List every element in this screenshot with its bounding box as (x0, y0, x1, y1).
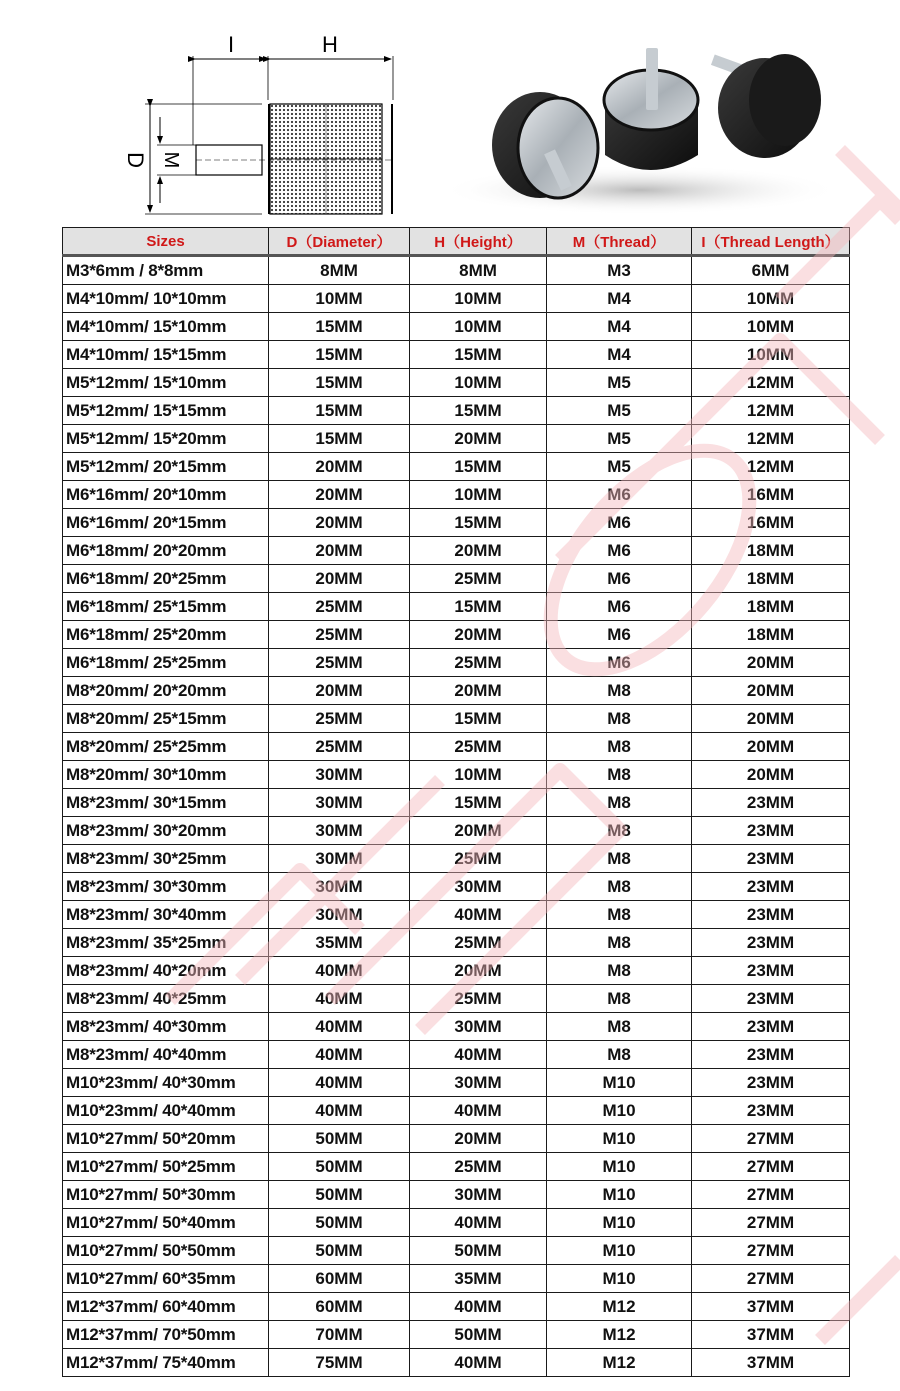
cell-size: M4*10mm/ 10*10mm (63, 285, 269, 313)
cell-thread-length: 23MM (692, 789, 850, 817)
cell-thread-length: 18MM (692, 621, 850, 649)
table-row (63, 1181, 850, 1209)
table-row (63, 929, 850, 957)
height-label: H (322, 32, 338, 57)
cell-diameter: 70MM (269, 1321, 410, 1349)
cell-thread: M4 (547, 341, 692, 369)
cell-diameter: 15MM (269, 397, 410, 425)
cell-thread-length: 18MM (692, 565, 850, 593)
header-thread: M（Thread） (547, 228, 692, 256)
table-row (63, 845, 850, 873)
table-row (63, 1265, 850, 1293)
cell-thread-length: 27MM (692, 1265, 850, 1293)
cell-thread: M8 (547, 873, 692, 901)
table-header-row (63, 228, 850, 256)
cell-height: 15MM (410, 789, 547, 817)
table-row (63, 481, 850, 509)
cell-diameter: 15MM (269, 313, 410, 341)
table-row (63, 509, 850, 537)
cell-height: 20MM (410, 425, 547, 453)
cell-height: 30MM (410, 1069, 547, 1097)
table-row (63, 901, 850, 929)
cell-height: 15MM (410, 453, 547, 481)
table-row (63, 1069, 850, 1097)
table-row (63, 593, 850, 621)
cell-diameter: 25MM (269, 705, 410, 733)
table-row (63, 285, 850, 313)
cell-thread: M8 (547, 677, 692, 705)
cell-thread-length: 23MM (692, 845, 850, 873)
table-row (63, 733, 850, 761)
cell-height: 40MM (410, 1209, 547, 1237)
cell-thread: M12 (547, 1293, 692, 1321)
cell-size: M10*23mm/ 40*30mm (63, 1069, 269, 1097)
cell-size: M5*12mm/ 15*20mm (63, 425, 269, 453)
cell-size: M8*23mm/ 30*30mm (63, 873, 269, 901)
cell-thread: M10 (547, 1237, 692, 1265)
cell-diameter: 50MM (269, 1237, 410, 1265)
cell-size: M6*18mm/ 25*15mm (63, 593, 269, 621)
cell-size: M8*23mm/ 30*15mm (63, 789, 269, 817)
table-row (63, 705, 850, 733)
spec-table (62, 227, 850, 1377)
table-row (63, 537, 850, 565)
cell-height: 10MM (410, 481, 547, 509)
cell-height: 15MM (410, 341, 547, 369)
cell-size: M8*20mm/ 30*10mm (63, 761, 269, 789)
cell-size: M6*16mm/ 20*10mm (63, 481, 269, 509)
cell-thread-length: 27MM (692, 1153, 850, 1181)
cell-thread-length: 12MM (692, 369, 850, 397)
cell-height: 15MM (410, 593, 547, 621)
cell-height: 25MM (410, 985, 547, 1013)
cell-diameter: 40MM (269, 1013, 410, 1041)
cell-thread: M8 (547, 929, 692, 957)
table-row (63, 649, 850, 677)
table-row (63, 313, 850, 341)
cell-thread: M6 (547, 593, 692, 621)
cell-diameter: 25MM (269, 593, 410, 621)
cell-height: 20MM (410, 1125, 547, 1153)
cell-thread: M4 (547, 313, 692, 341)
cell-height: 8MM (410, 256, 547, 285)
cell-height: 20MM (410, 621, 547, 649)
cell-thread-length: 23MM (692, 1069, 850, 1097)
cell-thread-length: 23MM (692, 1013, 850, 1041)
cell-height: 30MM (410, 1013, 547, 1041)
table-row (63, 1349, 850, 1377)
table-row (63, 873, 850, 901)
cell-height: 20MM (410, 537, 547, 565)
cell-size: M6*18mm/ 20*20mm (63, 537, 269, 565)
cell-thread-length: 23MM (692, 957, 850, 985)
cell-thread-length: 20MM (692, 677, 850, 705)
cell-thread-length: 12MM (692, 425, 850, 453)
cell-thread: M6 (547, 537, 692, 565)
table-row (63, 1293, 850, 1321)
cell-thread: M5 (547, 453, 692, 481)
cell-diameter: 40MM (269, 1041, 410, 1069)
cell-height: 20MM (410, 817, 547, 845)
cell-thread-length: 10MM (692, 341, 850, 369)
table-row (63, 621, 850, 649)
cell-thread-length: 23MM (692, 901, 850, 929)
table-row (63, 1013, 850, 1041)
header-diameter: D（Diameter） (269, 228, 410, 256)
cell-height: 40MM (410, 901, 547, 929)
cell-thread-length: 6MM (692, 256, 850, 285)
cell-thread: M6 (547, 565, 692, 593)
cell-thread-length: 37MM (692, 1293, 850, 1321)
cell-thread-length: 10MM (692, 285, 850, 313)
cell-diameter: 40MM (269, 957, 410, 985)
cell-diameter: 60MM (269, 1293, 410, 1321)
cell-size: M12*37mm/ 70*50mm (63, 1321, 269, 1349)
table-row (63, 1321, 850, 1349)
cell-thread: M3 (547, 256, 692, 285)
cell-diameter: 8MM (269, 256, 410, 285)
table-row (63, 1209, 850, 1237)
cell-height: 10MM (410, 761, 547, 789)
cell-thread-length: 23MM (692, 985, 850, 1013)
cell-thread: M6 (547, 649, 692, 677)
cell-thread: M6 (547, 509, 692, 537)
cell-thread: M10 (547, 1181, 692, 1209)
cell-thread-length: 27MM (692, 1237, 850, 1265)
cell-thread-length: 16MM (692, 509, 850, 537)
cell-diameter: 50MM (269, 1125, 410, 1153)
cell-thread: M12 (547, 1349, 692, 1377)
cell-thread: M6 (547, 621, 692, 649)
cell-diameter: 30MM (269, 845, 410, 873)
cell-size: M8*23mm/ 40*40mm (63, 1041, 269, 1069)
cell-diameter: 30MM (269, 873, 410, 901)
cell-thread-length: 16MM (692, 481, 850, 509)
cell-thread: M10 (547, 1097, 692, 1125)
cell-thread: M10 (547, 1209, 692, 1237)
header-height: H（Height） (410, 228, 547, 256)
cell-height: 15MM (410, 509, 547, 537)
cell-size: M10*27mm/ 50*50mm (63, 1237, 269, 1265)
cell-size: M8*20mm/ 20*20mm (63, 677, 269, 705)
cell-size: M4*10mm/ 15*10mm (63, 313, 269, 341)
cell-height: 25MM (410, 733, 547, 761)
cell-height: 30MM (410, 873, 547, 901)
cell-thread: M10 (547, 1069, 692, 1097)
table-row (63, 1041, 850, 1069)
cell-thread-length: 20MM (692, 705, 850, 733)
cell-size: M6*18mm/ 25*25mm (63, 649, 269, 677)
cell-thread: M4 (547, 285, 692, 313)
cell-diameter: 40MM (269, 985, 410, 1013)
cell-diameter: 30MM (269, 761, 410, 789)
cell-size: M10*27mm/ 50*40mm (63, 1209, 269, 1237)
cell-size: M8*20mm/ 25*25mm (63, 733, 269, 761)
cell-height: 50MM (410, 1237, 547, 1265)
table-row (63, 761, 850, 789)
cell-size: M12*37mm/ 60*40mm (63, 1293, 269, 1321)
cell-size: M8*23mm/ 40*20mm (63, 957, 269, 985)
cell-diameter: 50MM (269, 1181, 410, 1209)
cell-thread-length: 27MM (692, 1209, 850, 1237)
cell-thread: M8 (547, 789, 692, 817)
cell-thread: M12 (547, 1321, 692, 1349)
cell-size: M8*23mm/ 30*25mm (63, 845, 269, 873)
header-thread-length: I（Thread Length） (692, 228, 850, 256)
cell-thread: M6 (547, 481, 692, 509)
cell-diameter: 25MM (269, 621, 410, 649)
cell-thread-length: 10MM (692, 313, 850, 341)
cell-diameter: 25MM (269, 733, 410, 761)
cell-size: M5*12mm/ 15*10mm (63, 369, 269, 397)
cell-thread: M5 (547, 425, 692, 453)
cell-height: 20MM (410, 957, 547, 985)
cell-size: M10*23mm/ 40*40mm (63, 1097, 269, 1125)
cell-size: M8*20mm/ 25*15mm (63, 705, 269, 733)
cell-diameter: 75MM (269, 1349, 410, 1377)
cell-size: M8*23mm/ 40*30mm (63, 1013, 269, 1041)
cell-thread: M5 (547, 369, 692, 397)
cell-thread: M8 (547, 1041, 692, 1069)
cell-height: 25MM (410, 929, 547, 957)
cell-height: 40MM (410, 1097, 547, 1125)
cell-height: 40MM (410, 1349, 547, 1377)
cell-thread-length: 37MM (692, 1349, 850, 1377)
cell-thread-length: 23MM (692, 1041, 850, 1069)
cell-diameter: 15MM (269, 341, 410, 369)
table-row (63, 369, 850, 397)
table-row (63, 565, 850, 593)
cell-thread: M8 (547, 1013, 692, 1041)
cell-size: M6*16mm/ 20*15mm (63, 509, 269, 537)
cell-diameter: 20MM (269, 677, 410, 705)
cell-height: 50MM (410, 1321, 547, 1349)
cell-size: M10*27mm/ 50*30mm (63, 1181, 269, 1209)
cell-diameter: 60MM (269, 1265, 410, 1293)
header-sizes: Sizes (63, 228, 269, 256)
cell-thread: M5 (547, 397, 692, 425)
cell-diameter: 20MM (269, 481, 410, 509)
cell-thread: M8 (547, 901, 692, 929)
cell-thread-length: 20MM (692, 649, 850, 677)
cell-diameter: 30MM (269, 817, 410, 845)
cell-diameter: 20MM (269, 565, 410, 593)
table-row (63, 1097, 850, 1125)
table-row (63, 817, 850, 845)
cell-diameter: 50MM (269, 1153, 410, 1181)
cell-thread-length: 18MM (692, 537, 850, 565)
cell-thread: M8 (547, 705, 692, 733)
cell-height: 25MM (410, 649, 547, 677)
cell-height: 40MM (410, 1293, 547, 1321)
table-row (63, 677, 850, 705)
cell-thread-length: 12MM (692, 453, 850, 481)
cell-thread: M8 (547, 733, 692, 761)
cell-diameter: 20MM (269, 537, 410, 565)
cell-thread-length: 18MM (692, 593, 850, 621)
cell-height: 40MM (410, 1041, 547, 1069)
table-row (63, 985, 850, 1013)
cell-diameter: 30MM (269, 789, 410, 817)
cell-size: M6*18mm/ 25*20mm (63, 621, 269, 649)
cell-height: 35MM (410, 1265, 547, 1293)
table-row (63, 957, 850, 985)
cell-size: M4*10mm/ 15*15mm (63, 341, 269, 369)
table-row (63, 453, 850, 481)
cell-diameter: 10MM (269, 285, 410, 313)
cell-thread-length: 20MM (692, 761, 850, 789)
cell-size: M8*23mm/ 30*40mm (63, 901, 269, 929)
table-row (63, 425, 850, 453)
cell-height: 15MM (410, 705, 547, 733)
cell-diameter: 15MM (269, 369, 410, 397)
cell-height: 25MM (410, 845, 547, 873)
cell-thread: M10 (547, 1265, 692, 1293)
cell-diameter: 40MM (269, 1097, 410, 1125)
cell-size: M8*23mm/ 35*25mm (63, 929, 269, 957)
cell-diameter: 35MM (269, 929, 410, 957)
table-row (63, 1125, 850, 1153)
cell-height: 30MM (410, 1181, 547, 1209)
cell-thread-length: 23MM (692, 817, 850, 845)
cell-size: M5*12mm/ 15*15mm (63, 397, 269, 425)
cell-thread: M10 (547, 1125, 692, 1153)
cell-size: M12*37mm/ 75*40mm (63, 1349, 269, 1377)
cell-thread: M10 (547, 1153, 692, 1181)
cell-thread-length: 12MM (692, 397, 850, 425)
cell-height: 25MM (410, 565, 547, 593)
cell-diameter: 40MM (269, 1069, 410, 1097)
cell-size: M10*27mm/ 50*25mm (63, 1153, 269, 1181)
cell-diameter: 20MM (269, 509, 410, 537)
cell-diameter: 30MM (269, 901, 410, 929)
cell-size: M5*12mm/ 20*15mm (63, 453, 269, 481)
table-row (63, 341, 850, 369)
cell-thread-length: 27MM (692, 1181, 850, 1209)
cell-thread-length: 37MM (692, 1321, 850, 1349)
table-row (63, 1153, 850, 1181)
diameter-label: D (123, 152, 148, 168)
table-row (63, 397, 850, 425)
cell-thread-length: 23MM (692, 873, 850, 901)
cell-size: M3*6mm / 8*8mm (63, 256, 269, 285)
cell-height: 15MM (410, 397, 547, 425)
cell-size: M8*23mm/ 40*25mm (63, 985, 269, 1013)
cell-diameter: 25MM (269, 649, 410, 677)
cell-thread-length: 20MM (692, 733, 850, 761)
cell-size: M6*18mm/ 20*25mm (63, 565, 269, 593)
cell-thread: M8 (547, 985, 692, 1013)
cell-thread: M8 (547, 817, 692, 845)
cell-height: 25MM (410, 1153, 547, 1181)
product-photo (440, 0, 900, 225)
cell-height: 20MM (410, 677, 547, 705)
cell-diameter: 50MM (269, 1209, 410, 1237)
cell-size: M10*27mm/ 60*35mm (63, 1265, 269, 1293)
cell-size: M10*27mm/ 50*20mm (63, 1125, 269, 1153)
cell-diameter: 20MM (269, 453, 410, 481)
cell-diameter: 15MM (269, 425, 410, 453)
cell-height: 10MM (410, 285, 547, 313)
cell-size: M8*23mm/ 30*20mm (63, 817, 269, 845)
cell-thread: M8 (547, 845, 692, 873)
thread-length-label: I (227, 32, 235, 57)
cell-thread: M8 (547, 761, 692, 789)
cell-thread-length: 27MM (692, 1125, 850, 1153)
cell-thread-length: 23MM (692, 929, 850, 957)
table-row (63, 1237, 850, 1265)
table-row (63, 256, 850, 285)
thread-label: M (160, 151, 182, 169)
cell-thread: M8 (547, 957, 692, 985)
cell-height: 10MM (410, 313, 547, 341)
cell-height: 10MM (410, 369, 547, 397)
table-row (63, 789, 850, 817)
cell-thread-length: 23MM (692, 1097, 850, 1125)
dimension-diagram (62, 0, 422, 225)
